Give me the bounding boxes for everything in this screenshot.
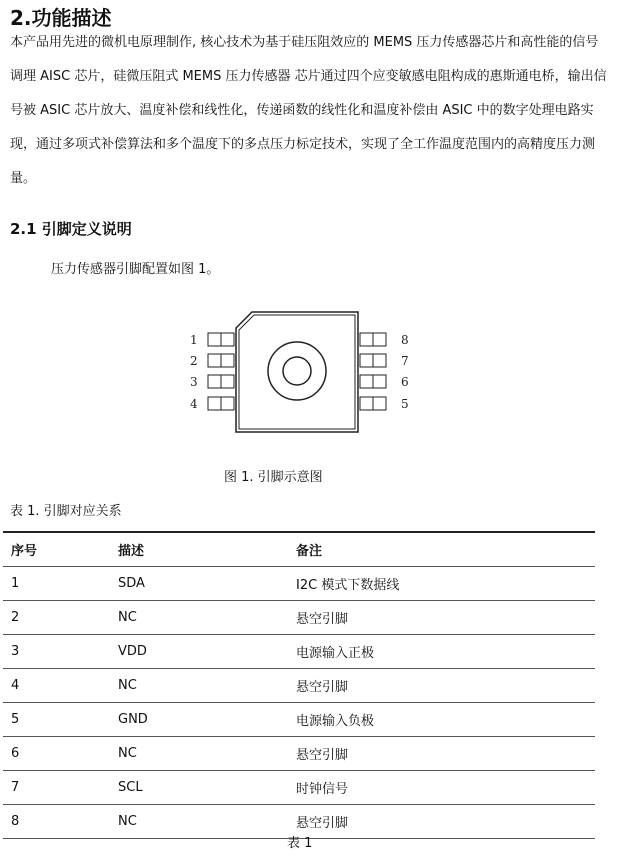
cell-index: 2 bbox=[3, 601, 110, 635]
pressure-port-outer bbox=[268, 342, 326, 400]
cell-index: 5 bbox=[3, 703, 110, 737]
cell-remark: 悬空引脚 bbox=[288, 669, 595, 703]
table-caption: 表 1. 引脚对应关系 bbox=[10, 504, 122, 519]
pin-table bbox=[3, 531, 595, 839]
table-row bbox=[3, 567, 595, 601]
figure-caption: 图 1. 引脚示意图 bbox=[224, 470, 323, 485]
table-bottom-caption: 表 1 bbox=[287, 836, 313, 851]
table-row bbox=[3, 703, 595, 737]
subsection-title: 2.1 引脚定义说明 bbox=[10, 220, 132, 238]
cell-index: 8 bbox=[3, 805, 110, 839]
cell-description: NC bbox=[110, 737, 288, 771]
cell-remark: 悬空引脚 bbox=[288, 737, 595, 771]
cell-remark: 悬空引脚 bbox=[288, 601, 595, 635]
cell-remark: 电源输入负极 bbox=[288, 703, 595, 737]
pin-label-1: 1 bbox=[190, 333, 198, 347]
pin-diagram bbox=[180, 308, 420, 443]
section-title: 2.功能描述 bbox=[10, 6, 112, 30]
cell-description: NC bbox=[110, 805, 288, 839]
cell-remark: 电源输入正极 bbox=[288, 635, 595, 669]
cell-description: GND bbox=[110, 703, 288, 737]
cell-description: NC bbox=[110, 669, 288, 703]
cell-remark: 悬空引脚 bbox=[288, 805, 595, 839]
cell-index: 1 bbox=[3, 567, 110, 601]
header-remark: 备注 bbox=[288, 532, 595, 567]
left-pins bbox=[208, 333, 234, 410]
header-description: 描述 bbox=[110, 532, 288, 567]
table-row bbox=[3, 669, 595, 703]
cell-index: 4 bbox=[3, 669, 110, 703]
cell-description: VDD bbox=[110, 635, 288, 669]
pin-label-3: 3 bbox=[190, 375, 198, 389]
pin-label-7: 7 bbox=[401, 354, 409, 368]
pressure-port-inner bbox=[283, 357, 311, 385]
cell-description: SCL bbox=[110, 771, 288, 805]
cell-description: SDA bbox=[110, 567, 288, 601]
table-row bbox=[3, 635, 595, 669]
right-pins bbox=[360, 333, 386, 410]
pin-label-8: 8 bbox=[401, 333, 409, 347]
table-header-row bbox=[3, 532, 595, 567]
header-index: 序号 bbox=[3, 532, 110, 567]
pin-label-5: 5 bbox=[401, 397, 409, 411]
cell-remark: I2C 模式下数据线 bbox=[288, 567, 595, 601]
table-row bbox=[3, 601, 595, 635]
cell-index: 6 bbox=[3, 737, 110, 771]
pin-label-6: 6 bbox=[401, 375, 409, 389]
chip-body-inner bbox=[239, 315, 355, 429]
pin-label-2: 2 bbox=[190, 354, 198, 368]
cell-description: NC bbox=[110, 601, 288, 635]
section-paragraph: 本产品用先进的微机电原理制作, 核心技术为基于硅压阻效应的 MEMS 压力传感器芯片和高性能的信号调理 AISC 芯片，硅微压阻式 MEMS 压力传感器 芯片通过四个应变敏感电阻构成的惠斯通电桥，输出信号被 ASIC 芯片放大、温度补偿和线性化，传递函数的线性化和温度补偿由 ASIC 中的数字处理电路实现，通过多项式补偿算法和多个温度下的多点压力标定技术，实现了全工作温度范围内的高精度压力测量。 bbox=[10, 35, 607, 186]
chip-body bbox=[236, 312, 358, 432]
pin-label-4: 4 bbox=[190, 397, 198, 411]
table-row bbox=[3, 737, 595, 771]
table-row bbox=[3, 771, 595, 805]
cell-remark: 时钟信号 bbox=[288, 771, 595, 805]
figure-intro: 压力传感器引脚配置如图 1。 bbox=[51, 262, 220, 277]
cell-index: 7 bbox=[3, 771, 110, 805]
cell-index: 3 bbox=[3, 635, 110, 669]
